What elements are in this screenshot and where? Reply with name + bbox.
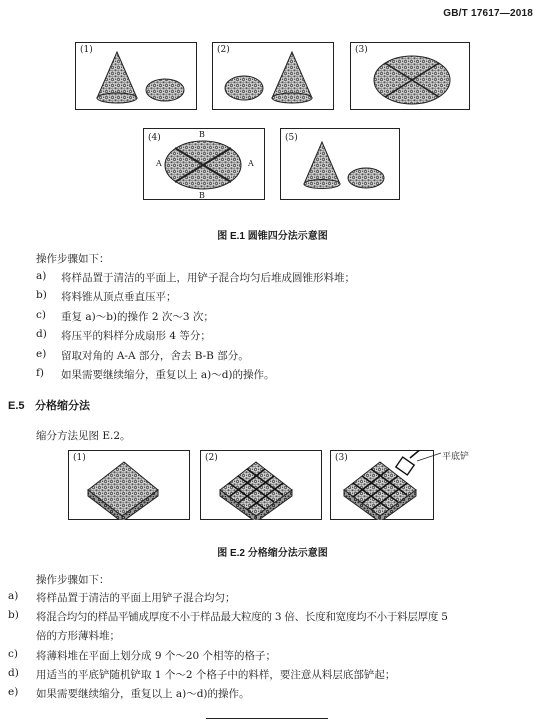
- list-item: [8, 667, 528, 683]
- figure-e1-panel-1: [75, 42, 197, 110]
- list-item-text: 留取对角的 A-A 部分，舍去 B-B 部分。: [61, 350, 249, 362]
- marker-b-top: B: [199, 130, 205, 139]
- list-item-text: 将样品置于清洁的平面上用铲子混合均匀；: [36, 592, 236, 604]
- figure-e2-caption: 图 E.2 分格缩分法示意图: [217, 548, 328, 559]
- list-item-key: e): [8, 686, 19, 698]
- list-item: [8, 609, 528, 625]
- list-item-key: d): [8, 667, 19, 679]
- list-item: [36, 328, 516, 344]
- list-item-text: 将压平的料样分成扇形 4 等分；: [61, 330, 211, 342]
- cone-and-pile-illustration: [212, 42, 334, 110]
- steps-e1-intro: 操作步骤如下：: [36, 253, 110, 265]
- list-item-text: 将混合均匀的样品平铺成厚度不小于样品最大粒度的 3 倍、长度和宽度均不小于料层厚度 5: [36, 611, 448, 623]
- footer-rule: [206, 718, 328, 719]
- marker-b-bottom: B: [199, 191, 205, 200]
- shovel-label: 平底铲: [442, 452, 470, 462]
- list-item: [8, 648, 528, 664]
- shovel-leader-line: [415, 445, 445, 465]
- section-heading: [8, 397, 90, 413]
- list-item-key: b): [36, 289, 47, 301]
- panel-label: (4): [148, 133, 161, 143]
- steps-e2-intro: 操作步骤如下：: [36, 574, 110, 586]
- section-number: E.5: [8, 400, 25, 412]
- figure-e2-panel-2: [200, 450, 322, 520]
- list-item-key: e): [36, 348, 47, 360]
- section-intro: 缩分方法见图 E.2。: [36, 430, 131, 442]
- list-item: [36, 367, 516, 383]
- list-item-text: 将样品置于清洁的平面上，用铲子混合均匀后堆成圆锥形料堆；: [61, 272, 355, 284]
- list-item-key: f): [36, 367, 44, 379]
- list-item: [8, 590, 528, 606]
- list-item-continuation: [36, 628, 516, 644]
- list-item-text: 如果需要继续缩分，重复以上 a)～d)的操作。: [61, 369, 275, 381]
- section-title: 分格缩分法: [35, 400, 90, 412]
- list-item: [36, 309, 516, 325]
- list-item: [8, 686, 528, 702]
- list-item: [36, 348, 516, 364]
- figure-e2-panel-1: [68, 450, 190, 520]
- figure-e1-caption: 图 E.1 圆锥四分法示意图: [217, 231, 328, 242]
- figure-e1-panel-4: [143, 128, 265, 200]
- list-item-text-continued: 倍的方形薄料堆；: [36, 630, 120, 642]
- list-item-text: 将料锥从顶点垂直压平；: [61, 291, 177, 303]
- panel-label: (3): [355, 45, 368, 55]
- list-item-text: 重复 a)～b)的操作 2 次～3 次；: [61, 311, 214, 323]
- square-pile-illustration: [68, 450, 190, 520]
- list-item-text: 用适当的平底铲随机铲取 1 个～2 个格子中的料样，要注意从料层底部铲起；: [36, 669, 396, 681]
- panel-label: (1): [73, 453, 86, 463]
- list-item: [36, 270, 516, 286]
- figure-e1-panel-3: [350, 42, 470, 110]
- panel-label: (3): [335, 453, 348, 463]
- panel-label: (5): [285, 133, 298, 143]
- list-item-key: d): [36, 328, 47, 340]
- marker-a-right: A: [248, 159, 254, 168]
- list-item-key: c): [36, 309, 46, 321]
- gridded-pile-illustration: [200, 450, 322, 520]
- reduced-cone-and-pile-illustration: [280, 128, 400, 200]
- cone-and-pile-illustration: [75, 42, 197, 110]
- panel-label: (1): [80, 45, 93, 55]
- figure-e1-panel-2: [212, 42, 334, 110]
- list-item: [36, 289, 516, 305]
- list-item-key: b): [8, 609, 19, 621]
- quartered-pile-illustration: [143, 128, 265, 200]
- list-item-text: 将薄料堆在平面上划分成 9 个～20 个相等的格子；: [36, 650, 277, 662]
- list-item-text: 如果需要继续缩分，重复以上 a)～d)的操作。: [36, 688, 250, 700]
- list-item-key: a): [36, 270, 47, 282]
- panel-label: (2): [217, 45, 230, 55]
- flattened-pile-illustration: [350, 42, 470, 110]
- list-item-key: a): [8, 590, 19, 602]
- panel-label: (2): [205, 453, 218, 463]
- standard-number: GB/T 17617—2018: [443, 8, 533, 19]
- marker-a-left: A: [156, 159, 162, 168]
- list-item-key: c): [8, 648, 18, 660]
- figure-e1-panel-5: [280, 128, 400, 200]
